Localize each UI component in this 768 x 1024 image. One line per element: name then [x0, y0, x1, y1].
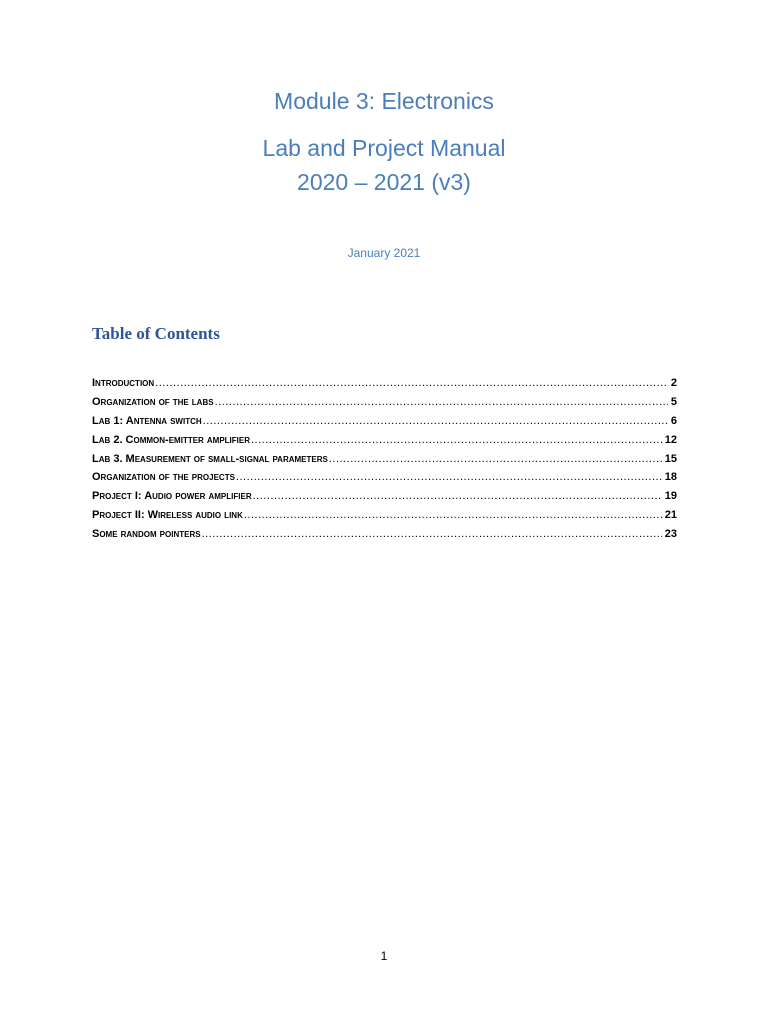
toc-entry-page: 19	[664, 490, 677, 503]
toc-entry-lab-3[interactable]	[92, 453, 677, 472]
toc-entry-lab-2[interactable]	[92, 434, 677, 453]
toc-entry-title: Organization of the projects	[92, 471, 235, 484]
toc-entry-page: 15	[664, 452, 677, 465]
toc-dot-leader	[253, 490, 662, 502]
toc-entry-page: 23	[664, 528, 677, 541]
toc-entry-title: Lab 3. Measurement of small-signal parameters	[92, 452, 328, 465]
toc-entry-page: 18	[664, 471, 677, 484]
toc-entry-project-1[interactable]	[92, 490, 677, 509]
toc-entry-title: Organization of the labs	[92, 395, 214, 408]
toc-dot-leader	[244, 509, 662, 521]
document-title-year: 2020 – 2021 (v3)	[297, 169, 471, 195]
toc-entry-title: Introduction	[92, 377, 155, 389]
toc-entry-page: 5	[670, 395, 677, 408]
toc-entry-introduction[interactable]	[92, 377, 677, 396]
page-number: 1	[380, 949, 388, 963]
toc-dot-leader	[203, 415, 668, 427]
toc-dot-leader	[236, 471, 662, 483]
document-title-manual: Lab and Project Manual	[262, 135, 506, 161]
toc-entry-organization-of-the-labs[interactable]	[92, 396, 677, 415]
toc-entry-some-random-pointers[interactable]	[92, 528, 677, 547]
toc-entry-title: Lab 2. Common-emitter amplifier	[92, 433, 250, 446]
toc-entry-lab-1[interactable]	[92, 415, 677, 434]
toc-dot-leader	[329, 453, 662, 465]
toc-entry-page: 21	[664, 509, 677, 522]
toc-entry-page: 2	[670, 377, 677, 389]
toc-entry-title: Lab 1: Antenna switch	[92, 414, 202, 427]
toc-heading: Table of Contents	[92, 324, 220, 343]
toc-entry-page: 6	[670, 414, 677, 427]
table-of-contents	[92, 377, 677, 547]
toc-entry-title: Some random pointers	[92, 528, 201, 541]
toc-entry-page: 12	[664, 433, 677, 446]
document-title-module: Module 3: Electronics	[274, 88, 494, 114]
toc-dot-leader	[202, 528, 662, 540]
document-date: January 2021	[347, 246, 421, 260]
toc-dot-leader	[215, 396, 668, 408]
toc-dot-leader	[155, 377, 668, 389]
toc-entry-organization-of-the-projects[interactable]	[92, 471, 677, 490]
toc-entry-title: Project II: Wireless audio link	[92, 509, 243, 522]
toc-entry-title: Project I: Audio power amplifier	[92, 490, 252, 503]
toc-dot-leader	[251, 434, 662, 446]
toc-entry-project-2[interactable]	[92, 509, 677, 528]
